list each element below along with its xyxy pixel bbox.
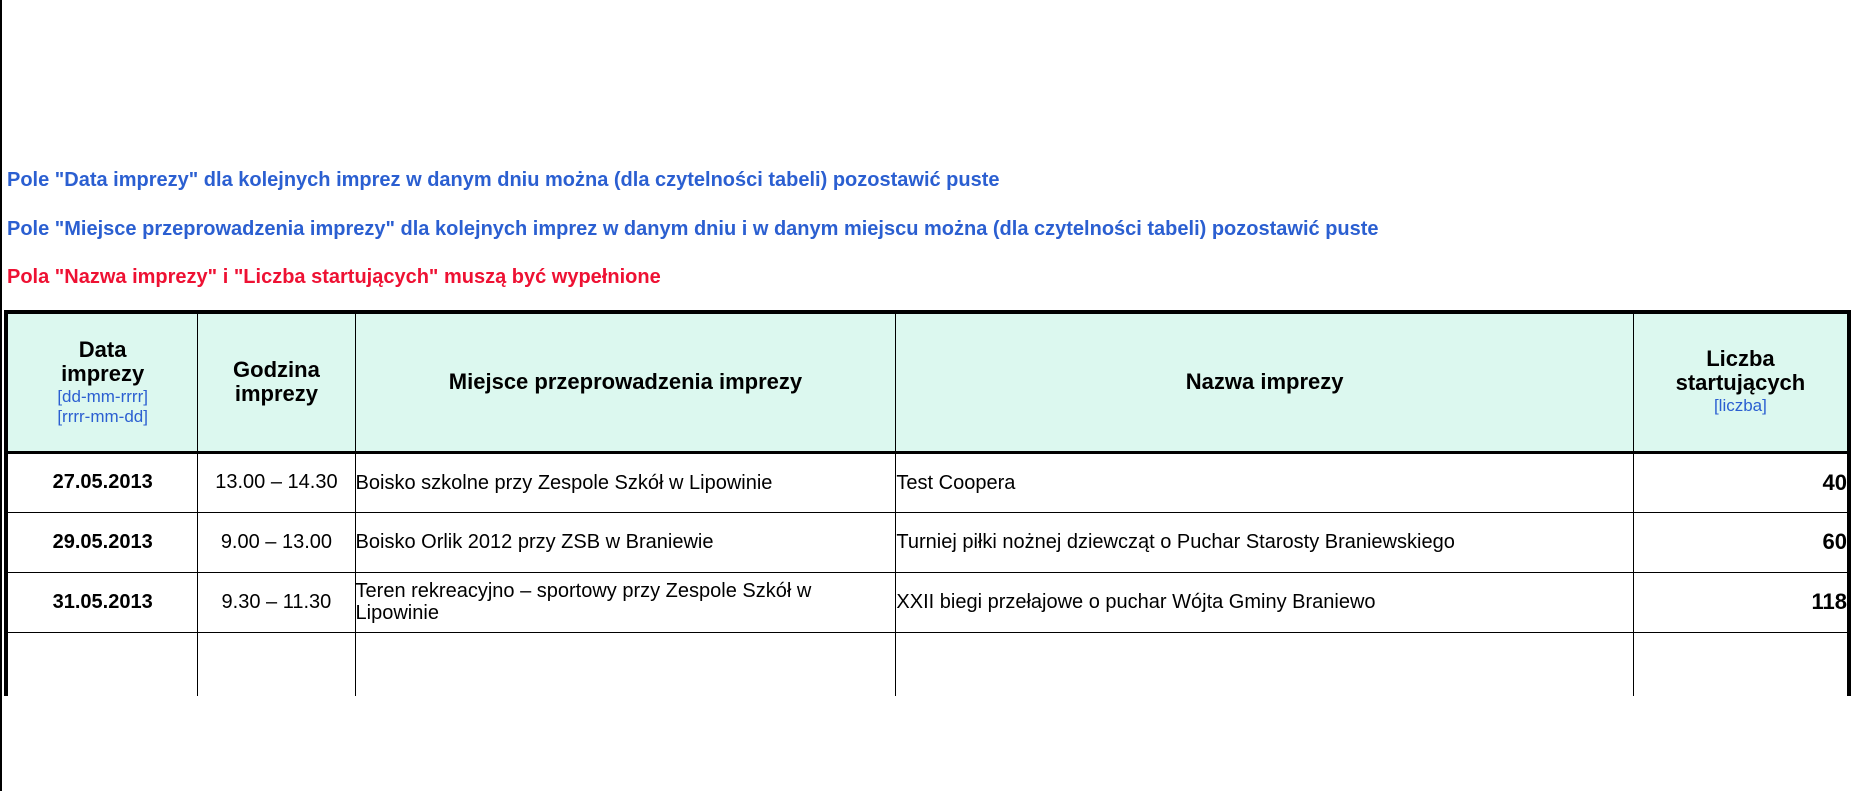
- header-count: Liczba startujących [liczba]: [1633, 312, 1849, 452]
- table-row: [6, 452, 1849, 512]
- cell-name[interactable]: Test Coopera: [896, 452, 1633, 512]
- header-date: Data imprezy [dd-mm-rrrr] [rrrr-mm-dd]: [6, 312, 198, 452]
- table-row: [6, 572, 1849, 632]
- table-header-row: [6, 312, 1849, 452]
- cell-date[interactable]: 27.05.2013: [6, 452, 198, 512]
- header-date-hint-1: [dd-mm-rrrr]: [57, 387, 148, 407]
- cell-date[interactable]: 29.05.2013: [6, 512, 198, 572]
- header-count-hint: [liczba]: [1713, 396, 1767, 416]
- header-place: Miejsce przeprowadzenia imprezy: [355, 312, 896, 452]
- cell-time[interactable]: 9.30 – 11.30: [198, 572, 355, 632]
- header-name: Nazwa imprezy: [896, 312, 1633, 452]
- table-row: [6, 512, 1849, 572]
- cell-date-empty[interactable]: [6, 632, 198, 696]
- page-left-border: [0, 0, 2, 791]
- note-place-optional: Pole "Miejsce przeprowadzenia imprezy" dla kolejnych imprez w danym dniu i w danym miejscu można (dla czytelności tabeli) pozostawić puste: [7, 218, 1379, 240]
- cell-place-empty[interactable]: [355, 632, 896, 696]
- cell-count[interactable]: 118: [1633, 572, 1849, 632]
- cell-name[interactable]: XXII biegi przełajowe o puchar Wójta Gminy Braniewo: [896, 572, 1633, 632]
- cell-time-empty[interactable]: [198, 632, 355, 696]
- cell-count-empty[interactable]: [1633, 632, 1849, 696]
- cell-time[interactable]: 9.00 – 13.00: [198, 512, 355, 572]
- cell-name-empty[interactable]: [896, 632, 1633, 696]
- cell-name[interactable]: Turniej piłki nożnej dziewcząt o Puchar Starosty Braniewskiego: [896, 512, 1633, 572]
- cell-count[interactable]: 60: [1633, 512, 1849, 572]
- header-date-hint-2: [rrrr-mm-dd]: [57, 407, 148, 427]
- note-required-fields: Pola "Nazwa imprezy" i "Liczba startujących" muszą być wypełnione: [7, 266, 661, 288]
- note-date-optional: Pole "Data imprezy" dla kolejnych imprez w danym dniu można (dla czytelności tabeli) pozostawić puste: [7, 169, 1000, 191]
- cell-place[interactable]: Teren rekreacyjno – sportowy przy Zespole Szkół w Lipowinie: [355, 572, 896, 632]
- cell-place[interactable]: Boisko Orlik 2012 przy ZSB w Braniewie: [355, 512, 896, 572]
- cell-time[interactable]: 13.00 – 14.30: [198, 452, 355, 512]
- cell-place[interactable]: Boisko szkolne przy Zespole Szkół w Lipowinie: [355, 452, 896, 512]
- header-time: Godzina imprezy: [198, 312, 355, 452]
- events-table: [4, 310, 1851, 696]
- cell-date[interactable]: 31.05.2013: [6, 572, 198, 632]
- table-row-empty: [6, 632, 1849, 696]
- cell-count[interactable]: 40: [1633, 452, 1849, 512]
